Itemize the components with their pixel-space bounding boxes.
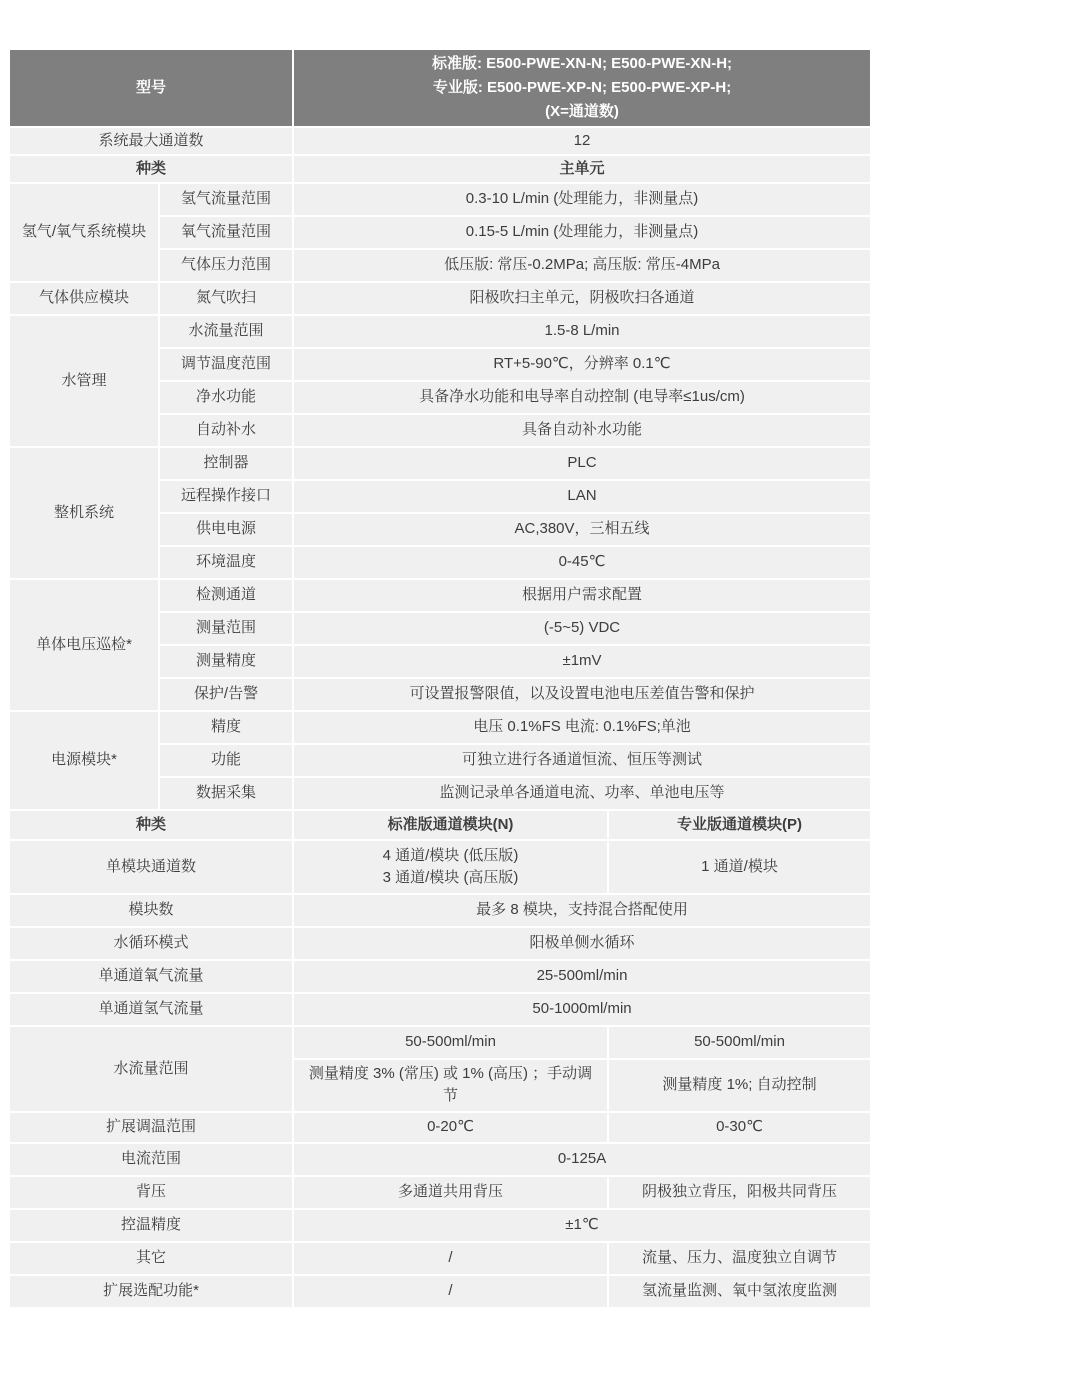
table-row [9, 1176, 871, 1209]
variant-n-cell: / [293, 1275, 608, 1308]
spec-value-cell: 1.5-8 L/min [293, 315, 871, 348]
spec-value-cell: RT+5-90℃，分辨率 0.1℃ [293, 348, 871, 381]
variant-n-cell: / [293, 1242, 608, 1275]
spec-label-cell: 背压 [9, 1176, 293, 1209]
spec-table [8, 48, 872, 1309]
spec-label-cell: 单通道氧气流量 [9, 960, 293, 993]
model-line-3: (X=通道数) [545, 103, 619, 120]
variant-n-line-2: 3 通道/模块 (高压版) [382, 868, 519, 886]
spec-value-cell: LAN [293, 480, 871, 513]
table-row [9, 1112, 871, 1143]
spec-label-cell: 供电电源 [159, 513, 293, 546]
variant-p-cell: 氢流量监测、氧中氢浓度监测 [608, 1275, 871, 1308]
model-value-cell [293, 49, 871, 127]
spec-value-cell: 0.15-5 L/min (处理能力，非测量点) [293, 216, 871, 249]
spec-value-cell: 具备自动补水功能 [293, 414, 871, 447]
category-cell: 电源模块* [9, 711, 159, 810]
variant-p-cell: 1 通道/模块 [608, 840, 871, 894]
table-row [9, 993, 871, 1026]
spec-label-cell: 自动补水 [159, 414, 293, 447]
spec-label-cell: 单通道氢气流量 [9, 993, 293, 1026]
spec-label-cell: 净水功能 [159, 381, 293, 414]
spec-label-cell: 测量精度 [159, 645, 293, 678]
spec-value-cell: 具备净水功能和电导率自动控制 (电导率≤1us/cm) [293, 381, 871, 414]
variant-n-cell [293, 840, 608, 894]
table-row [9, 1242, 871, 1275]
variant-n-cell: 测量精度 3% (常压) 或 1% (高压) ；手动调节 [293, 1059, 608, 1112]
table-row [9, 1275, 871, 1308]
variant-p-cell: 阴极独立背压，阳极共同背压 [608, 1176, 871, 1209]
spec-value-cell: 25-500ml/min [293, 960, 871, 993]
spec-label-cell: 氧气流量范围 [159, 216, 293, 249]
spec-value-cell: 低压版: 常压-0.2MPa; 高压版: 常压-4MPa [293, 249, 871, 282]
spec-label-cell: 功能 [159, 744, 293, 777]
category-cell: 气体供应模块 [9, 282, 159, 315]
spec-label-cell: 扩展调温范围 [9, 1112, 293, 1143]
model-line-2: 专业版: E500-PWE-XP-N; E500-PWE-XP-H; [432, 79, 732, 96]
spec-label-cell: 精度 [159, 711, 293, 744]
spec-value-cell: 根据用户需求配置 [293, 579, 871, 612]
variant-n-line-1: 4 通道/模块 (低压版) [382, 846, 519, 864]
spec-label-cell: 种类 [9, 810, 293, 840]
spec-value-cell: 0.3-10 L/min (处理能力，非测量点) [293, 183, 871, 216]
spec-label-cell: 氢气流量范围 [159, 183, 293, 216]
spec-value-cell: AC,380V，三相五线 [293, 513, 871, 546]
variant-p-header-cell: 专业版通道模块(P) [608, 810, 871, 840]
category-cell: 水管理 [9, 315, 159, 447]
variant-header-row [9, 810, 871, 840]
spec-value-cell: 50-1000ml/min [293, 993, 871, 1026]
spec-label-cell: 数据采集 [159, 777, 293, 810]
model-label-cell: 型号 [9, 49, 293, 127]
table-row [9, 1026, 871, 1059]
table-row [9, 127, 871, 155]
spec-value-cell: 12 [293, 127, 871, 155]
spec-label-cell: 系统最大通道数 [9, 127, 293, 155]
variant-p-cell: 50-500ml/min [608, 1026, 871, 1059]
spec-label-cell: 其它 [9, 1242, 293, 1275]
table-row [9, 447, 871, 480]
spec-label-cell: 控制器 [159, 447, 293, 480]
spec-value-cell: 阳极单侧水循环 [293, 927, 871, 960]
table-row [9, 183, 871, 216]
spec-label-cell: 环境温度 [159, 546, 293, 579]
spec-label-cell: 水循环模式 [9, 927, 293, 960]
spec-label-cell: 扩展选配功能* [9, 1275, 293, 1308]
spec-label-cell: 检测通道 [159, 579, 293, 612]
variant-p-cell: 0-30℃ [608, 1112, 871, 1143]
model-header-row [9, 49, 871, 127]
spec-value-cell: ±1mV [293, 645, 871, 678]
variant-p-cell: 流量、压力、温度独立自调节 [608, 1242, 871, 1275]
spec-value-cell: (-5~5) VDC [293, 612, 871, 645]
variant-n-cell: 0-20℃ [293, 1112, 608, 1143]
variant-n-cell: 50-500ml/min [293, 1026, 608, 1059]
spec-value-cell: 可设置报警限值，以及设置电池电压差值告警和保护 [293, 678, 871, 711]
table-row [9, 1209, 871, 1242]
spec-value-cell: 可独立进行各通道恒流、恒压等测试 [293, 744, 871, 777]
spec-value-cell: 主单元 [293, 155, 871, 183]
spec-value-cell: 最多 8 模块，支持混合搭配使用 [293, 894, 871, 927]
spec-label-cell: 水流量范围 [159, 315, 293, 348]
category-cell: 氢气/氧气系统模块 [9, 183, 159, 282]
spec-value-cell: ±1℃ [293, 1209, 871, 1242]
category-cell: 单体电压巡检* [9, 579, 159, 711]
spec-label-cell: 种类 [9, 155, 293, 183]
spec-value-cell: 阳极吹扫主单元，阴极吹扫各通道 [293, 282, 871, 315]
spec-value-cell: PLC [293, 447, 871, 480]
table-row [9, 579, 871, 612]
spec-label-cell: 模块数 [9, 894, 293, 927]
spec-value-cell: 电压 0.1%FS 电流: 0.1%FS;单池 [293, 711, 871, 744]
spec-label-cell: 单模块通道数 [9, 840, 293, 894]
table-row [9, 711, 871, 744]
spec-label-cell: 氮气吹扫 [159, 282, 293, 315]
model-line-1: 标准版: E500-PWE-XN-N; E500-PWE-XN-H; [432, 55, 733, 72]
spec-label-cell: 保护/告警 [159, 678, 293, 711]
table-row [9, 960, 871, 993]
spec-label-cell: 调节温度范围 [159, 348, 293, 381]
table-row [9, 894, 871, 927]
spec-label-cell: 气体压力范围 [159, 249, 293, 282]
spec-label-cell: 远程操作接口 [159, 480, 293, 513]
table-row [9, 155, 871, 183]
variant-p-cell: 测量精度 1%; 自动控制 [608, 1059, 871, 1112]
spec-value-cell: 监测记录单各通道电流、功率、单池电压等 [293, 777, 871, 810]
table-row [9, 282, 871, 315]
spec-label-cell: 测量范围 [159, 612, 293, 645]
table-row [9, 315, 871, 348]
table-row [9, 1143, 871, 1176]
spec-value-cell: 0-45℃ [293, 546, 871, 579]
variant-n-cell: 多通道共用背压 [293, 1176, 608, 1209]
spec-value-cell: 0-125A [293, 1143, 871, 1176]
variant-n-header-cell: 标准版通道模块(N) [293, 810, 608, 840]
category-cell: 整机系统 [9, 447, 159, 579]
spec-label-cell: 电流范围 [9, 1143, 293, 1176]
table-row [9, 927, 871, 960]
spec-label-cell: 水流量范围 [9, 1026, 293, 1112]
spec-label-cell: 控温精度 [9, 1209, 293, 1242]
table-row [9, 840, 871, 894]
